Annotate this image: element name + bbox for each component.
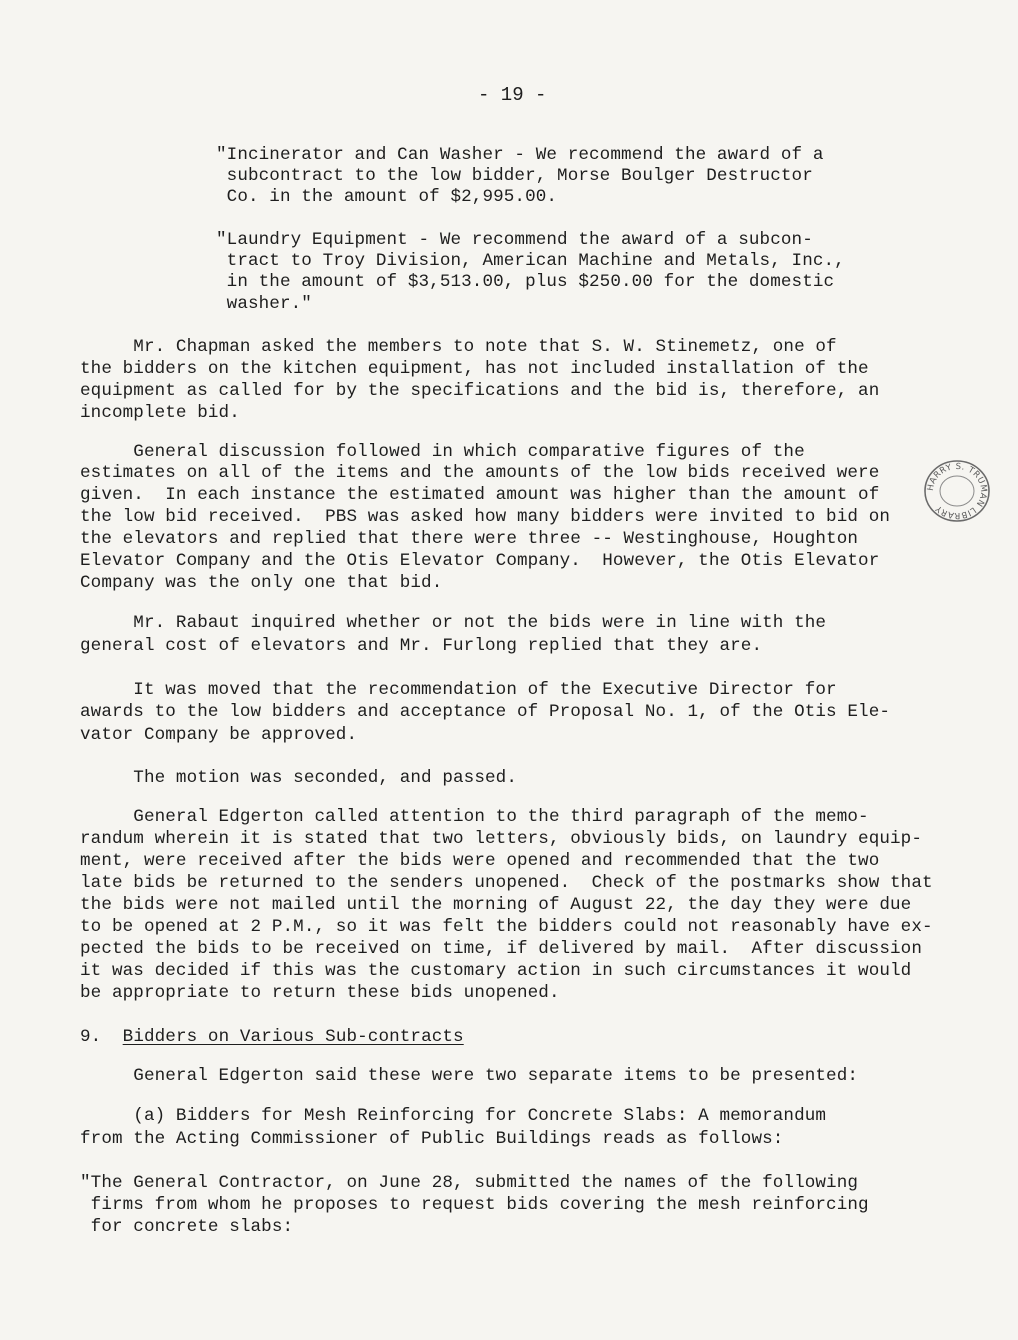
- text-line: awards to the low bidders and acceptance of Proposal No. 1, of the Otis Ele-: [80, 702, 891, 722]
- text-line: ment, were received after the bids were opened and recommended that the two: [80, 851, 880, 871]
- text-line: tract to Troy Division, American Machine and Metals, Inc.,: [216, 251, 845, 271]
- text-line: "The General Contractor, on June 28, submitted the names of the following: [80, 1173, 859, 1193]
- text-line: Mr. Rabaut inquired whether or not the bids were in line with the: [80, 613, 827, 633]
- text-line: General Edgerton called attention to the third paragraph of the memo-: [80, 807, 869, 827]
- text-line: Company was the only one that bid.: [80, 573, 443, 593]
- text-line: the bids were not mailed until the morning of August 22, the day they were due: [80, 895, 912, 915]
- text-line: the low bid received. PBS was asked how many bidders were invited to bid on: [80, 507, 891, 527]
- stamp-text: HARRY S. TRUMAN LIBRARY: [925, 461, 989, 521]
- text-line: equipment as called for by the specifications and the bid is, therefore, an: [80, 381, 880, 401]
- library-stamp-icon: [922, 458, 992, 524]
- svg-text:HARRY S. TRUMAN LIBRARY: [926, 462, 988, 520]
- text-line: vator Company be approved.: [80, 725, 358, 745]
- text-line: Elevator Company and the Otis Elevator Company. However, the Otis Elevator: [80, 551, 880, 571]
- text-line: general cost of elevators and Mr. Furlong replied that they are.: [80, 636, 763, 656]
- text-line: given. In each instance the estimated amount was higher than the amount of: [80, 485, 880, 505]
- text-line: to be opened at 2 P.M., so it was felt the bidders could not reasonably have ex-: [80, 917, 933, 937]
- text-line: incomplete bid.: [80, 403, 240, 423]
- text-line: randum wherein it is stated that two letters, obviously bids, on laundry equip-: [80, 829, 922, 849]
- text-line: "Laundry Equipment - We recommend the award of a subcon-: [216, 230, 813, 250]
- text-line: it was decided if this was the customary action in such circumstances it would: [80, 961, 912, 981]
- text-line: "Incinerator and Can Washer - We recommend the award of a: [216, 145, 824, 165]
- text-line: in the amount of $3,513.00, plus $250.00 for the domestic: [216, 272, 835, 292]
- text-line: The motion was seconded, and passed.: [80, 768, 517, 788]
- text-line: be appropriate to return these bids unopened.: [80, 983, 560, 1003]
- text-line: late bids be returned to the senders unopened. Check of the postmarks show that: [80, 873, 933, 893]
- text-line: the elevators and replied that there were three -- Westinghouse, Houghton: [80, 529, 859, 549]
- text-line: firms from whom he proposes to request bids covering the mesh reinforcing: [80, 1195, 869, 1215]
- text-line: General discussion followed in which comparative figures of the: [80, 442, 805, 462]
- text-line: (a) Bidders for Mesh Reinforcing for Concrete Slabs: A memorandum: [80, 1106, 827, 1126]
- text-line: General Edgerton said these were two separate items to be presented:: [80, 1066, 859, 1086]
- text-line: subcontract to the low bidder, Morse Boulger Destructor: [216, 166, 813, 186]
- text-line: for concrete slabs:: [80, 1217, 294, 1237]
- text-line: Co. in the amount of $2,995.00.: [216, 187, 558, 207]
- text-line: washer.": [216, 294, 312, 314]
- section-title: Bidders on Various Sub-contracts: [122, 1027, 464, 1047]
- section-number: 9.: [80, 1027, 102, 1047]
- page-number: - 19 -: [478, 84, 547, 106]
- text-line: It was moved that the recommendation of the Executive Director for: [80, 680, 837, 700]
- text-line: from the Acting Commissioner of Public Buildings reads as follows:: [80, 1129, 784, 1149]
- text-line: pected the bids to be received on time, if delivered by mail. After discussion: [80, 939, 922, 959]
- text-line: Mr. Chapman asked the members to note that S. W. Stinemetz, one of: [80, 337, 837, 357]
- text-line: estimates on all of the items and the amounts of the low bids received were: [80, 463, 880, 483]
- section-heading: [80, 1029, 464, 1047]
- text-line: the bidders on the kitchen equipment, has not included installation of the: [80, 359, 869, 379]
